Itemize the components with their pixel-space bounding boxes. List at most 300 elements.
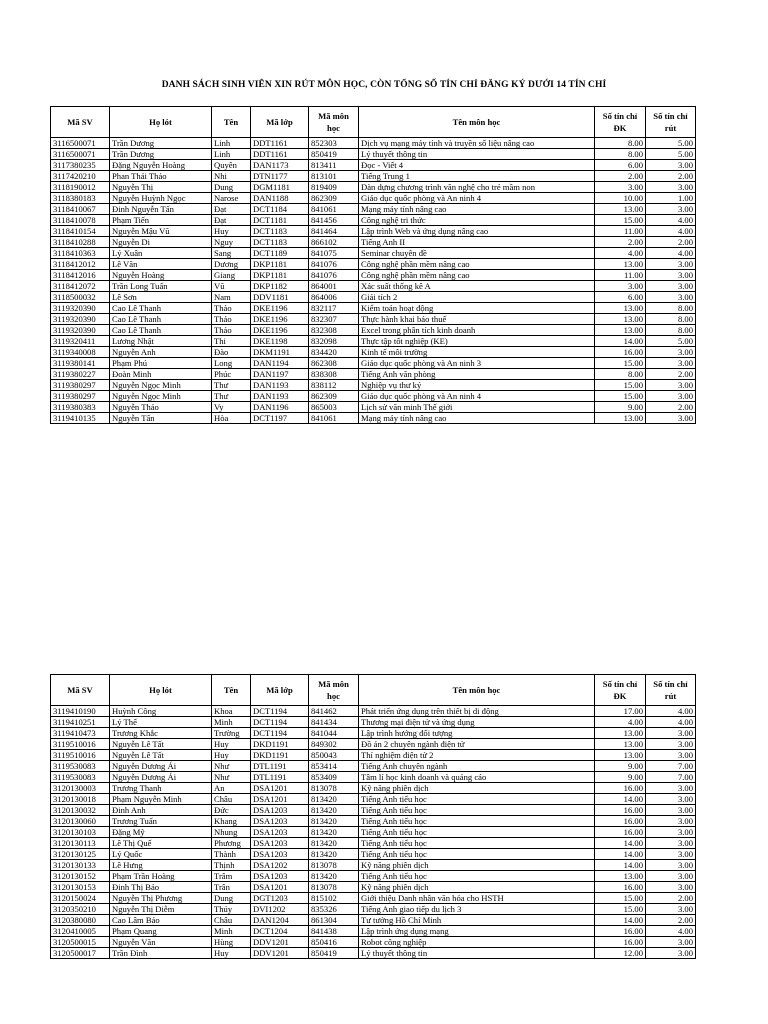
header-course-code: Mã môn học — [309, 107, 359, 138]
cell-class-code: DCT1194 — [251, 706, 309, 717]
cell-student-id: 3118410288 — [51, 237, 110, 248]
cell-first-name: Khoa — [212, 706, 251, 717]
cell-course-name: Tiếng Anh giao tiếp du lịch 3 — [359, 904, 595, 915]
cell-middle-name: Nguyễn Anh — [110, 347, 212, 358]
cell-course-code: 832098 — [309, 336, 359, 347]
cell-first-name: Thịnh — [212, 860, 251, 871]
cell-credits-withdrawn: 3.00 — [646, 937, 696, 948]
cell-course-code: 838308 — [309, 369, 359, 380]
cell-course-name: Kỹ năng phiên dịch — [359, 783, 595, 794]
cell-middle-name: Nguyễn Thảo — [110, 402, 212, 413]
cell-credits-registered: 14.00 — [595, 915, 646, 926]
cell-middle-name: Nguyễn Ngọc Minh — [110, 391, 212, 402]
cell-course-code: 841456 — [309, 215, 359, 226]
cell-middle-name: Đinh Nguyễn Tấn — [110, 204, 212, 215]
cell-first-name: Trường — [212, 728, 251, 739]
cell-course-code: 864006 — [309, 292, 359, 303]
cell-course-name: Lý thuyết thông tin — [359, 948, 595, 959]
table-row — [51, 816, 696, 827]
cell-class-code: DKE1198 — [251, 336, 309, 347]
cell-first-name: Hùng — [212, 937, 251, 948]
cell-course-name: Giáo dục quốc phòng và An ninh 4 — [359, 391, 595, 402]
cell-course-code: 849302 — [309, 739, 359, 750]
cell-credits-registered: 15.00 — [595, 380, 646, 391]
cell-student-id: 3119380297 — [51, 380, 110, 391]
cell-middle-name: Trần Dương — [110, 138, 212, 149]
cell-middle-name: Trương Thanh — [110, 783, 212, 794]
cell-course-code: 862309 — [309, 391, 359, 402]
cell-middle-name: Đoàn Minh — [110, 369, 212, 380]
cell-credits-withdrawn: 8.00 — [646, 303, 696, 314]
cell-credits-withdrawn: 5.00 — [646, 336, 696, 347]
table-row — [51, 706, 696, 717]
cell-middle-name: Nguyễn Mậu Vũ — [110, 226, 212, 237]
cell-class-code: DSA1203 — [251, 849, 309, 860]
cell-class-code: DCT1194 — [251, 717, 309, 728]
cell-course-code: 841076 — [309, 270, 359, 281]
cell-student-id: 3120130060 — [51, 816, 110, 827]
cell-student-id: 3119380141 — [51, 358, 110, 369]
table-row — [51, 805, 696, 816]
cell-student-id: 3117380235 — [51, 160, 110, 171]
cell-middle-name: Nguyễn Thị — [110, 182, 212, 193]
cell-first-name: Thảo — [212, 303, 251, 314]
cell-credits-registered: 13.00 — [595, 750, 646, 761]
cell-first-name: Đạt — [212, 215, 251, 226]
table-row — [51, 248, 696, 259]
cell-class-code: DKP1181 — [251, 270, 309, 281]
cell-course-name: Lịch sử văn minh Thế giới — [359, 402, 595, 413]
cell-first-name: Dung — [212, 182, 251, 193]
cell-credits-registered: 11.00 — [595, 226, 646, 237]
cell-student-id: 3120380080 — [51, 915, 110, 926]
cell-first-name: Thúy — [212, 904, 251, 915]
cell-middle-name: Lý Xuân — [110, 248, 212, 259]
header-middle-name: Họ lót — [110, 675, 212, 706]
cell-class-code: DKE1196 — [251, 314, 309, 325]
cell-student-id: 3119380297 — [51, 391, 110, 402]
cell-credits-registered: 8.00 — [595, 138, 646, 149]
cell-student-id: 3120410005 — [51, 926, 110, 937]
cell-student-id: 3120130018 — [51, 794, 110, 805]
cell-middle-name: Phạm Phú — [110, 358, 212, 369]
cell-credits-withdrawn: 2.00 — [646, 893, 696, 904]
cell-middle-name: Trương Tuấn — [110, 816, 212, 827]
cell-course-name: Lập trình hướng đối tượng — [359, 728, 595, 739]
cell-middle-name: Nguyễn Di — [110, 237, 212, 248]
cell-course-name: Kinh tế môi trường — [359, 347, 595, 358]
cell-course-name: Tiếng Anh văn phòng — [359, 369, 595, 380]
cell-course-code: 813420 — [309, 805, 359, 816]
cell-course-name: Nghiệp vụ thư ký — [359, 380, 595, 391]
withdrawal-table-1 — [50, 106, 696, 424]
cell-first-name: Giang — [212, 270, 251, 281]
cell-course-name: Phát triển ứng dụng trên thiết bị di động — [359, 706, 595, 717]
cell-class-code: DKD1191 — [251, 739, 309, 750]
cell-class-code: DSA1203 — [251, 827, 309, 838]
table-row — [51, 937, 696, 948]
table-row — [51, 193, 696, 204]
cell-first-name: Nguy — [212, 237, 251, 248]
cell-credits-withdrawn: 3.00 — [646, 739, 696, 750]
cell-credits-withdrawn: 5.00 — [646, 138, 696, 149]
cell-course-code: 841464 — [309, 226, 359, 237]
cell-middle-name: Phan Thái Thảo — [110, 171, 212, 182]
cell-class-code: DCT1197 — [251, 413, 309, 424]
header-first-name: Tên — [212, 107, 251, 138]
cell-credits-withdrawn: 3.00 — [646, 849, 696, 860]
cell-course-code: 841076 — [309, 259, 359, 270]
cell-first-name: Thành — [212, 849, 251, 860]
cell-credits-withdrawn: 8.00 — [646, 314, 696, 325]
table-row — [51, 772, 696, 783]
cell-first-name: Trâm — [212, 871, 251, 882]
cell-course-code: 813420 — [309, 816, 359, 827]
cell-middle-name: Phạm Trần Hoàng — [110, 871, 212, 882]
cell-course-code: 815102 — [309, 893, 359, 904]
header-course-code: Mã môn học — [309, 675, 359, 706]
cell-course-name: Tiếng Anh tiểu học — [359, 827, 595, 838]
cell-middle-name: Cao Lâm Bảo — [110, 915, 212, 926]
table-row — [51, 893, 696, 904]
cell-class-code: DAN1188 — [251, 193, 309, 204]
cell-credits-withdrawn: 2.00 — [646, 237, 696, 248]
cell-course-code: 853414 — [309, 761, 359, 772]
cell-student-id: 3117420210 — [51, 171, 110, 182]
cell-middle-name: Nguyễn Dương Ái — [110, 761, 212, 772]
document-title: DANH SÁCH SINH VIÊN XIN RÚT MÔN HỌC, CÒN TỔNG SỐ TÍN CHỈ ĐĂNG KÝ DƯỚI 14 TÍN CHỈ — [161, 80, 607, 90]
cell-student-id: 3119510016 — [51, 739, 110, 750]
cell-first-name: Narose — [212, 193, 251, 204]
table-row — [51, 849, 696, 860]
cell-credits-registered: 15.00 — [595, 893, 646, 904]
cell-middle-name: Nguyễn Ngọc Minh — [110, 380, 212, 391]
cell-course-name: Tư tưởng Hồ Chí Minh — [359, 915, 595, 926]
cell-class-code: DSA1201 — [251, 783, 309, 794]
cell-course-name: Công nghệ tri thức — [359, 215, 595, 226]
table-row — [51, 794, 696, 805]
cell-first-name: Dung — [212, 893, 251, 904]
cell-first-name: Phúc — [212, 369, 251, 380]
cell-course-name: Kỹ năng phiên dịch — [359, 882, 595, 893]
cell-credits-withdrawn: 3.00 — [646, 281, 696, 292]
cell-first-name: Huy — [212, 739, 251, 750]
cell-course-name: Giới thiệu Danh nhân văn hóa cho HSTH — [359, 893, 595, 904]
cell-course-name: Tiếng Anh II — [359, 237, 595, 248]
cell-course-name: Dịch vụ mạng máy tính và truyền số liệu nâng cao — [359, 138, 595, 149]
cell-course-code: 841434 — [309, 717, 359, 728]
cell-first-name: Vy — [212, 402, 251, 413]
table-row — [51, 149, 696, 160]
header-first-name: Tên — [212, 675, 251, 706]
cell-course-name: Kỹ năng phiên dịch — [359, 860, 595, 871]
cell-course-code: 835326 — [309, 904, 359, 915]
cell-course-name: Tiếng Anh tiểu học — [359, 794, 595, 805]
cell-credits-registered: 13.00 — [595, 259, 646, 270]
cell-class-code: DKP1181 — [251, 259, 309, 270]
cell-course-code: 865003 — [309, 402, 359, 413]
cell-middle-name: Lê Văn — [110, 259, 212, 270]
cell-class-code: DCT1181 — [251, 215, 309, 226]
cell-credits-withdrawn: 2.00 — [646, 915, 696, 926]
header-course-name: Tên môn học — [359, 107, 595, 138]
table-row — [51, 138, 696, 149]
cell-course-code: 864001 — [309, 281, 359, 292]
cell-credits-registered: 2.00 — [595, 237, 646, 248]
header-course-name: Tên môn học — [359, 675, 595, 706]
cell-class-code: DAN1196 — [251, 402, 309, 413]
cell-course-name: Thí nghiệm điện tử 2 — [359, 750, 595, 761]
table-row — [51, 391, 696, 402]
cell-first-name: Huy — [212, 948, 251, 959]
cell-class-code: DGM1181 — [251, 182, 309, 193]
cell-credits-registered: 15.00 — [595, 904, 646, 915]
cell-class-code: DSA1201 — [251, 794, 309, 805]
cell-course-name: Lập trình ứng dụng mạng — [359, 926, 595, 937]
header-middle-name: Họ lót — [110, 107, 212, 138]
cell-middle-name: Đặng Nguyễn Hoàng — [110, 160, 212, 171]
cell-middle-name: Nguyễn Văn — [110, 937, 212, 948]
cell-credits-registered: 13.00 — [595, 325, 646, 336]
cell-course-code: 813420 — [309, 849, 359, 860]
cell-first-name: Thảo — [212, 325, 251, 336]
cell-middle-name: Trần Đình — [110, 948, 212, 959]
cell-first-name: Linh — [212, 138, 251, 149]
cell-credits-withdrawn: 3.00 — [646, 413, 696, 424]
cell-credits-registered: 14.00 — [595, 849, 646, 860]
cell-student-id: 3118412012 — [51, 259, 110, 270]
cell-first-name: Minh — [212, 926, 251, 937]
cell-course-name: Thực tập tốt nghiệp (KE) — [359, 336, 595, 347]
cell-credits-registered: 16.00 — [595, 882, 646, 893]
cell-credits-registered: 9.00 — [595, 761, 646, 772]
cell-credits-withdrawn: 3.00 — [646, 160, 696, 171]
cell-credits-withdrawn: 3.00 — [646, 805, 696, 816]
cell-class-code: DTL1191 — [251, 772, 309, 783]
table-row — [51, 226, 696, 237]
cell-credits-withdrawn: 3.00 — [646, 347, 696, 358]
cell-credits-registered: 6.00 — [595, 160, 646, 171]
cell-credits-registered: 13.00 — [595, 303, 646, 314]
cell-first-name: Dương — [212, 259, 251, 270]
cell-middle-name: Nguyễn Huỳnh Ngọc — [110, 193, 212, 204]
cell-class-code: DAN1173 — [251, 160, 309, 171]
table-row — [51, 171, 696, 182]
cell-student-id: 3118412072 — [51, 281, 110, 292]
cell-credits-registered: 3.00 — [595, 182, 646, 193]
cell-class-code: DAN1197 — [251, 369, 309, 380]
cell-course-name: Dàn dựng chương trình văn nghệ cho trẻ mầm non — [359, 182, 595, 193]
cell-credits-registered: 15.00 — [595, 215, 646, 226]
cell-student-id: 3119320390 — [51, 314, 110, 325]
cell-credits-registered: 6.00 — [595, 292, 646, 303]
table-row — [51, 292, 696, 303]
table-row — [51, 882, 696, 893]
cell-first-name: Thi — [212, 336, 251, 347]
cell-student-id: 3118410078 — [51, 215, 110, 226]
cell-first-name: Sang — [212, 248, 251, 259]
header-class-code: Mã lớp — [251, 107, 309, 138]
cell-class-code: DSA1201 — [251, 882, 309, 893]
cell-middle-name: Lương Nhật — [110, 336, 212, 347]
cell-course-code: 813420 — [309, 838, 359, 849]
header-credits-withdrawn: Số tín chỉ rút — [646, 675, 696, 706]
table-row — [51, 347, 696, 358]
cell-credits-registered: 16.00 — [595, 783, 646, 794]
cell-course-code: 813411 — [309, 160, 359, 171]
cell-class-code: DSA1203 — [251, 805, 309, 816]
table-row — [51, 728, 696, 739]
cell-class-code: DKP1182 — [251, 281, 309, 292]
cell-course-code: 852303 — [309, 138, 359, 149]
cell-class-code: DAN1193 — [251, 380, 309, 391]
cell-class-code: DCT1183 — [251, 237, 309, 248]
table-row — [51, 303, 696, 314]
cell-course-name: Giáo dục quốc phòng và An ninh 4 — [359, 193, 595, 204]
cell-student-id: 3119510016 — [51, 750, 110, 761]
cell-course-name: Đồ án 2 chuyên ngành điện tử — [359, 739, 595, 750]
cell-course-code: 853409 — [309, 772, 359, 783]
cell-credits-registered: 15.00 — [595, 391, 646, 402]
cell-course-code: 841075 — [309, 248, 359, 259]
cell-class-code: DVI1202 — [251, 904, 309, 915]
cell-student-id: 3120500015 — [51, 937, 110, 948]
cell-student-id: 3120350210 — [51, 904, 110, 915]
cell-class-code: DTN1177 — [251, 171, 309, 182]
cell-first-name: Huy — [212, 226, 251, 237]
cell-middle-name: Lê Thị Quế — [110, 838, 212, 849]
cell-student-id: 3120130152 — [51, 871, 110, 882]
cell-credits-withdrawn: 3.00 — [646, 292, 696, 303]
cell-middle-name: Phạm Nguyễn Minh — [110, 794, 212, 805]
cell-middle-name: Cao Lê Thanh — [110, 325, 212, 336]
table-row — [51, 739, 696, 750]
cell-first-name: Nhung — [212, 827, 251, 838]
table-row — [51, 204, 696, 215]
table-row — [51, 182, 696, 193]
table-row — [51, 325, 696, 336]
cell-credits-registered: 14.00 — [595, 336, 646, 347]
cell-course-name: Thương mại điện tử và ứng dụng — [359, 717, 595, 728]
cell-credits-registered: 16.00 — [595, 937, 646, 948]
table-row — [51, 827, 696, 838]
cell-credits-registered: 13.00 — [595, 204, 646, 215]
cell-course-code: 813420 — [309, 827, 359, 838]
cell-credits-withdrawn: 3.00 — [646, 380, 696, 391]
cell-class-code: DDT1161 — [251, 138, 309, 149]
cell-student-id: 3116500071 — [51, 149, 110, 160]
cell-course-name: Lập trình Web và ứng dụng nâng cao — [359, 226, 595, 237]
cell-first-name: Đạt — [212, 204, 251, 215]
cell-credits-registered: 4.00 — [595, 717, 646, 728]
cell-middle-name: Lê Sơn — [110, 292, 212, 303]
cell-credits-withdrawn: 4.00 — [646, 226, 696, 237]
cell-credits-registered: 14.00 — [595, 794, 646, 805]
cell-first-name: Trân — [212, 882, 251, 893]
cell-course-code: 813101 — [309, 171, 359, 182]
cell-course-code: 841044 — [309, 728, 359, 739]
cell-credits-registered: 12.00 — [595, 948, 646, 959]
cell-first-name: Hòa — [212, 413, 251, 424]
cell-middle-name: Nguyễn Thị Phương — [110, 893, 212, 904]
cell-course-name: Giải tích 2 — [359, 292, 595, 303]
cell-first-name: Châu — [212, 915, 251, 926]
cell-credits-withdrawn: 3.00 — [646, 816, 696, 827]
cell-course-name: Mạng máy tính nâng cao — [359, 413, 595, 424]
cell-first-name: Thư — [212, 391, 251, 402]
cell-credits-withdrawn: 4.00 — [646, 248, 696, 259]
header-credits-withdrawn: Số tín chỉ rút — [646, 107, 696, 138]
cell-course-code: 850043 — [309, 750, 359, 761]
cell-course-code: 813078 — [309, 783, 359, 794]
table-row — [51, 314, 696, 325]
cell-course-code: 832307 — [309, 314, 359, 325]
table-row — [51, 783, 696, 794]
table-row — [51, 904, 696, 915]
cell-middle-name: Trương Khắc — [110, 728, 212, 739]
table-row — [51, 871, 696, 882]
cell-class-code: DAN1193 — [251, 391, 309, 402]
cell-student-id: 3120130133 — [51, 860, 110, 871]
cell-credits-registered: 15.00 — [595, 358, 646, 369]
table-row — [51, 336, 696, 347]
cell-credits-withdrawn: 3.00 — [646, 827, 696, 838]
cell-middle-name: Phạm Quang — [110, 926, 212, 937]
table-row — [51, 926, 696, 937]
table-row — [51, 761, 696, 772]
cell-course-code: 834420 — [309, 347, 359, 358]
cell-class-code: DSA1203 — [251, 871, 309, 882]
cell-class-code: DDV1201 — [251, 937, 309, 948]
cell-student-id: 3120130113 — [51, 838, 110, 849]
cell-credits-registered: 10.00 — [595, 193, 646, 204]
table-row — [51, 270, 696, 281]
cell-course-code: 819409 — [309, 182, 359, 193]
cell-first-name: Như — [212, 761, 251, 772]
cell-class-code: DDV1201 — [251, 948, 309, 959]
cell-student-id: 3119380227 — [51, 369, 110, 380]
cell-first-name: Như — [212, 772, 251, 783]
cell-credits-withdrawn: 3.00 — [646, 882, 696, 893]
cell-student-id: 3119380383 — [51, 402, 110, 413]
header-student-id: Mã SV — [51, 675, 110, 706]
table-row — [51, 717, 696, 728]
cell-class-code: DKE1196 — [251, 325, 309, 336]
table-row — [51, 413, 696, 424]
cell-class-code: DCT1189 — [251, 248, 309, 259]
cell-credits-withdrawn: 3.00 — [646, 182, 696, 193]
cell-first-name: Đào — [212, 347, 251, 358]
cell-course-name: Tiếng Trung 1 — [359, 171, 595, 182]
cell-first-name: Khang — [212, 816, 251, 827]
cell-credits-registered: 13.00 — [595, 728, 646, 739]
table-row — [51, 860, 696, 871]
cell-class-code: DTL1191 — [251, 761, 309, 772]
table-row — [51, 215, 696, 226]
cell-first-name: Thư — [212, 380, 251, 391]
table-row — [51, 750, 696, 761]
cell-course-name: Giáo dục quốc phòng và An ninh 3 — [359, 358, 595, 369]
cell-middle-name: Đinh Anh — [110, 805, 212, 816]
cell-student-id: 3118412016 — [51, 270, 110, 281]
cell-student-id: 3119340008 — [51, 347, 110, 358]
cell-course-name: Tâm lí học kinh doanh và quảng cáo — [359, 772, 595, 783]
cell-course-code: 841061 — [309, 413, 359, 424]
cell-course-code: 861304 — [309, 915, 359, 926]
cell-course-code: 813420 — [309, 794, 359, 805]
cell-course-name: Robot công nghiệp — [359, 937, 595, 948]
cell-credits-registered: 8.00 — [595, 149, 646, 160]
